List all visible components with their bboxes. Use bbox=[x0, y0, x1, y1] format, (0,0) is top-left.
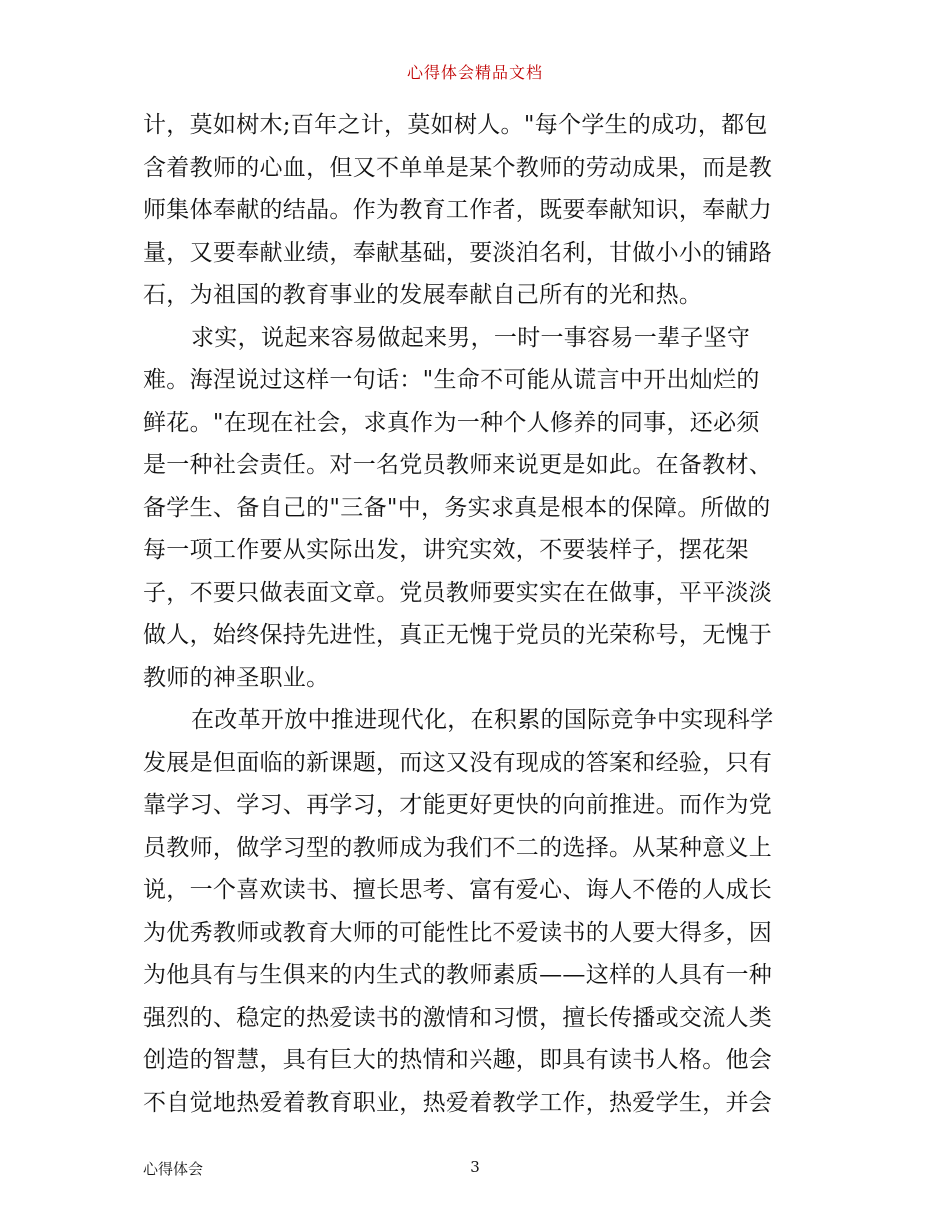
text-line: 说，一个喜欢读书、擅长思考、富有爱心、诲人不倦的人成长 bbox=[143, 877, 773, 903]
paragraph-start-line: 在改革开放中推进现代化，在积累的国际竞争中实现科学 bbox=[191, 707, 774, 733]
text-line: 师集体奉献的结晶。作为教育工作者，既要奉献知识，奉献力 bbox=[143, 197, 773, 223]
text-line: 石，为祖国的教育事业的发展奉献自己所有的光和热。 bbox=[143, 282, 703, 308]
text-line: 创造的智慧，具有巨大的热情和兴趣，即具有读书人格。他会 bbox=[143, 1047, 773, 1073]
text-line: 计，莫如树木;百年之计，莫如树人。"每个学生的成功，都包 bbox=[143, 112, 768, 138]
footer-label: 心得体会 bbox=[143, 1160, 204, 1178]
text-line: 难。海涅说过这样一句话："生命不可能从谎言中开出灿烂的 bbox=[143, 367, 760, 393]
text-line: 做人，始终保持先进性，真正无愧于党员的光荣称号，无愧于 bbox=[143, 622, 773, 648]
document-body bbox=[143, 104, 815, 1124]
text-line: 是一种社会责任。对一名党员教师来说更是如此。在备教材、 bbox=[143, 452, 773, 478]
text-line: 教师的神圣职业。 bbox=[143, 664, 330, 691]
text-line: 量，又要奉献业绩，奉献基础，要淡泊名利，甘做小小的铺路 bbox=[143, 239, 773, 266]
text-line: 为他具有与生俱来的内生式的教师素质——这样的人具有一种 bbox=[143, 962, 773, 988]
text-line: 为优秀教师或教育大师的可能性比不爱读书的人要大得多，因 bbox=[143, 919, 773, 946]
text-line: 子，不要只做表面文章。党员教师要实实在在做事，平平淡淡 bbox=[143, 579, 773, 606]
page-number: 3 bbox=[470, 1158, 480, 1176]
text-line: 靠学习、学习、再学习，才能更好更快的向前推进。而作为党 bbox=[143, 792, 773, 818]
page-header-title: 心得体会精品文档 bbox=[406, 63, 543, 82]
text-line: 强烈的、稳定的热爱读书的激情和习惯，擅长传播或交流人类 bbox=[143, 1004, 773, 1031]
text-line: 员教师，做学习型的教师成为我们不二的选择。从某种意义上 bbox=[143, 834, 773, 861]
text-line: 发展是但面临的新课题，而这又没有现成的答案和经验，只有 bbox=[143, 749, 773, 776]
text-line: 备学生、备自己的"三备"中，务实求真是根本的保障。所做的 bbox=[143, 494, 771, 521]
text-line: 不自觉地热爱着教育职业，热爱着教学工作，热爱学生，并会 bbox=[143, 1089, 773, 1116]
text-line: 每一项工作要从实际出发，讲究实效，不要装样子，摆花架 bbox=[143, 537, 749, 563]
paragraph-start-line: 求实，说起来容易做起来男，一时一事容易一辈子坚守 bbox=[191, 324, 751, 351]
text-line: 含着教师的心血，但又不单单是某个教师的劳动成果，而是教 bbox=[143, 154, 773, 181]
text-line: 鲜花。"在现在社会，求真作为一种个人修养的同事，还必须 bbox=[143, 409, 760, 436]
